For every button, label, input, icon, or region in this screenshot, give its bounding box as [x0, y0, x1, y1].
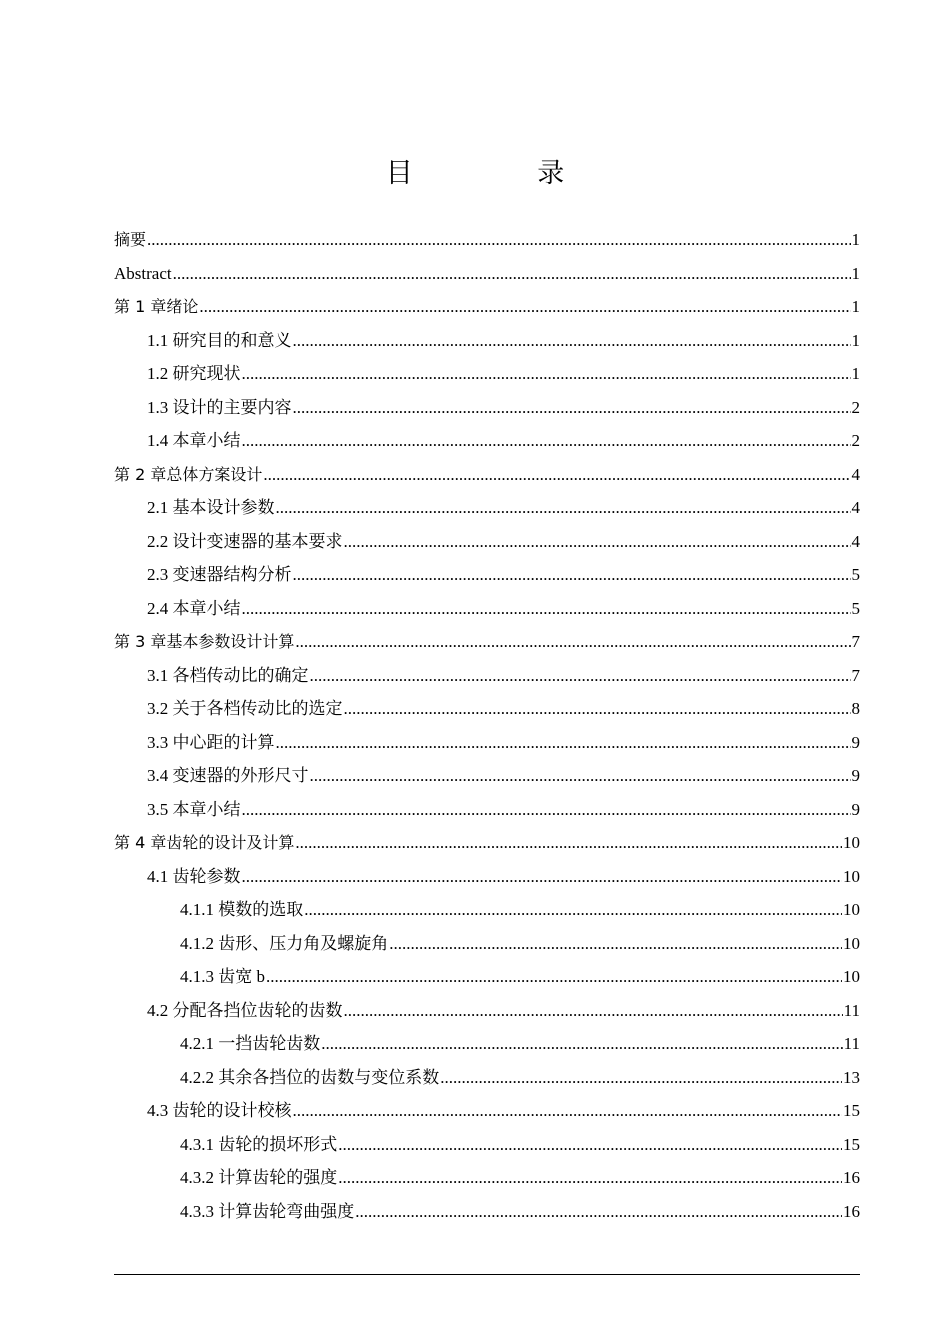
toc-entry[interactable]	[114, 1061, 860, 1095]
toc-entry-page-number: 10	[843, 833, 860, 852]
toc-entry-label: 摘要	[114, 230, 147, 249]
toc-dot-leader	[293, 324, 851, 358]
toc-entry-label: 3.1 各档传动比的确定	[147, 665, 309, 685]
toc-dot-leader	[338, 1161, 842, 1195]
toc-entry[interactable]	[114, 558, 860, 592]
toc-entry-label: 4.3.1 齿轮的损坏形式	[180, 1134, 338, 1154]
toc-dot-leader	[147, 223, 850, 257]
toc-dot-leader	[242, 793, 851, 827]
toc-entry[interactable]	[114, 860, 860, 894]
toc-entry[interactable]	[114, 257, 860, 291]
toc-entry[interactable]	[114, 659, 860, 693]
toc-dot-leader	[295, 826, 842, 860]
toc-entry-page-number: 2	[851, 431, 860, 450]
toc-dot-leader	[338, 1128, 842, 1162]
toc-entry-page-number: 10	[843, 933, 860, 953]
toc-entry-label: 3.4 变速器的外形尺寸	[147, 766, 309, 785]
toc-entry-page-number: 9	[851, 766, 860, 785]
toc-entry-page-number: 2	[851, 397, 860, 417]
toc-entry[interactable]	[114, 994, 860, 1028]
toc-entry-page-number: 11	[843, 1034, 860, 1053]
toc-entry[interactable]	[114, 960, 860, 994]
toc-dot-leader	[263, 458, 850, 492]
toc-entry-label: 3.3 中心距的计算	[147, 732, 275, 752]
toc-entry-label: 4.1.1 模数的选取	[180, 900, 304, 919]
toc-entry-label: 4.2.1 一挡齿轮齿数	[180, 1034, 321, 1053]
toc-entry[interactable]	[114, 692, 860, 726]
toc-dot-leader	[173, 257, 851, 291]
toc-entry-page-number: 15	[843, 1101, 860, 1120]
toc-entry-label: 第 3 章基本参数设计计算	[114, 632, 295, 651]
toc-entry-page-number: 9	[851, 799, 860, 819]
toc-dot-leader	[310, 759, 851, 793]
toc-dot-leader	[242, 357, 851, 391]
toc-entry[interactable]	[114, 357, 860, 391]
toc-entry-page-number: 9	[851, 732, 860, 752]
toc-entry-label: 1.2 研究现状	[147, 364, 241, 383]
toc-entry-label: 4.2 分配各挡位齿轮的齿数	[147, 1000, 343, 1020]
toc-entry-label: 4.2.2 其余各挡位的齿数与变位系数	[180, 1067, 440, 1087]
toc-entry-page-number: 1	[851, 330, 860, 350]
toc-entry[interactable]	[114, 424, 860, 458]
toc-entry-label: 4.3 齿轮的设计校核	[147, 1101, 292, 1120]
toc-entry-label: 3.5 本章小结	[147, 799, 241, 819]
toc-entry-label: 4.1 齿轮参数	[147, 866, 241, 886]
toc-dot-leader	[293, 558, 851, 592]
toc-entry[interactable]	[114, 391, 860, 425]
toc-entry[interactable]	[114, 759, 860, 793]
toc-entry[interactable]	[114, 223, 860, 257]
toc-entry[interactable]	[114, 1027, 860, 1061]
toc-entry[interactable]	[114, 893, 860, 927]
toc-entry[interactable]	[114, 1195, 860, 1229]
toc-entry-page-number: 13	[843, 1067, 860, 1087]
toc-entry-label: 2.4 本章小结	[147, 598, 241, 618]
toc-dot-leader	[199, 290, 850, 324]
toc-entry-label: 2.1 基本设计参数	[147, 498, 275, 517]
toc-entry-page-number: 1	[851, 297, 860, 316]
toc-entry-label: 4.3.2 计算齿轮的强度	[180, 1168, 338, 1187]
toc-entry[interactable]	[114, 592, 860, 626]
toc-entry-page-number: 1	[851, 230, 860, 249]
toc-entry-page-number: 10	[843, 900, 860, 919]
toc-entry-page-number: 1	[851, 364, 860, 383]
toc-entry-label: 第 2 章总体方案设计	[114, 464, 263, 484]
toc-entry-page-number: 7	[851, 632, 860, 651]
toc-entry-label: 4.3.3 计算齿轮弯曲强度	[180, 1201, 355, 1221]
toc-dot-leader	[389, 927, 842, 961]
toc-entry-label: 2.2 设计变速器的基本要求	[147, 531, 343, 551]
toc-entry[interactable]	[114, 1128, 860, 1162]
toc-dot-leader	[304, 893, 842, 927]
toc-entry-page-number: 10	[843, 967, 860, 986]
toc-entry-label: 1.4 本章小结	[147, 431, 241, 450]
toc-dot-leader	[276, 726, 851, 760]
toc-dot-leader	[355, 1195, 842, 1229]
toc-entry-label: Abstract	[114, 263, 172, 283]
toc-entry-label: 第 4 章齿轮的设计及计算	[114, 833, 295, 852]
toc-entry[interactable]	[114, 927, 860, 961]
toc-entry-page-number: 8	[851, 699, 860, 718]
toc-list	[114, 223, 860, 1228]
toc-entry[interactable]	[114, 324, 860, 358]
toc-entry-page-number: 5	[851, 565, 860, 584]
toc-entry-page-number: 7	[851, 665, 860, 685]
toc-dot-leader	[344, 692, 851, 726]
toc-dot-leader	[242, 424, 851, 458]
toc-dot-leader	[293, 391, 851, 425]
toc-entry-page-number: 4	[851, 464, 860, 484]
toc-dot-leader	[266, 960, 842, 994]
toc-dot-leader	[276, 491, 851, 525]
toc-entry-page-number: 11	[843, 1000, 860, 1020]
toc-entry-label: 4.1.3 齿宽 b	[180, 967, 265, 986]
toc-entry-page-number: 1	[851, 263, 860, 283]
toc-entry[interactable]	[114, 826, 860, 860]
toc-entry[interactable]	[114, 726, 860, 760]
toc-entry-page-number: 16	[843, 1201, 860, 1221]
toc-entry[interactable]	[114, 793, 860, 827]
toc-entry[interactable]	[114, 290, 860, 324]
toc-dot-leader	[242, 860, 843, 894]
toc-entry-page-number: 15	[843, 1134, 860, 1154]
toc-entry-page-number: 4	[851, 531, 860, 551]
toc-entry[interactable]	[114, 525, 860, 559]
toc-entry[interactable]	[114, 458, 860, 492]
toc-dot-leader	[344, 525, 851, 559]
footer-rule	[114, 1274, 860, 1275]
toc-dot-leader	[295, 625, 850, 659]
toc-entry-label: 1.1 研究目的和意义	[147, 330, 292, 350]
toc-dot-leader	[321, 1027, 842, 1061]
toc-entry-label: 4.1.2 齿形、压力角及螺旋角	[180, 933, 389, 953]
toc-entry-page-number: 10	[843, 866, 860, 886]
toc-entry[interactable]	[114, 1094, 860, 1128]
toc-entry-label: 2.3 变速器结构分析	[147, 565, 292, 584]
toc-entry-page-number: 16	[843, 1168, 860, 1187]
toc-dot-leader	[242, 592, 851, 626]
toc-entry-label: 1.3 设计的主要内容	[147, 397, 292, 417]
toc-dot-leader	[344, 994, 843, 1028]
toc-entry[interactable]	[114, 491, 860, 525]
toc-title: 目 录	[385, 158, 623, 189]
toc-entry-label: 3.2 关于各档传动比的选定	[147, 699, 343, 718]
toc-entry[interactable]	[114, 1161, 860, 1195]
toc-entry-label: 第 1 章绪论	[114, 297, 199, 316]
toc-entry-page-number: 4	[851, 498, 860, 517]
toc-entry-page-number: 5	[851, 598, 860, 618]
toc-dot-leader	[440, 1061, 842, 1095]
toc-entry[interactable]	[114, 625, 860, 659]
toc-dot-leader	[310, 659, 851, 693]
toc-dot-leader	[293, 1094, 843, 1128]
